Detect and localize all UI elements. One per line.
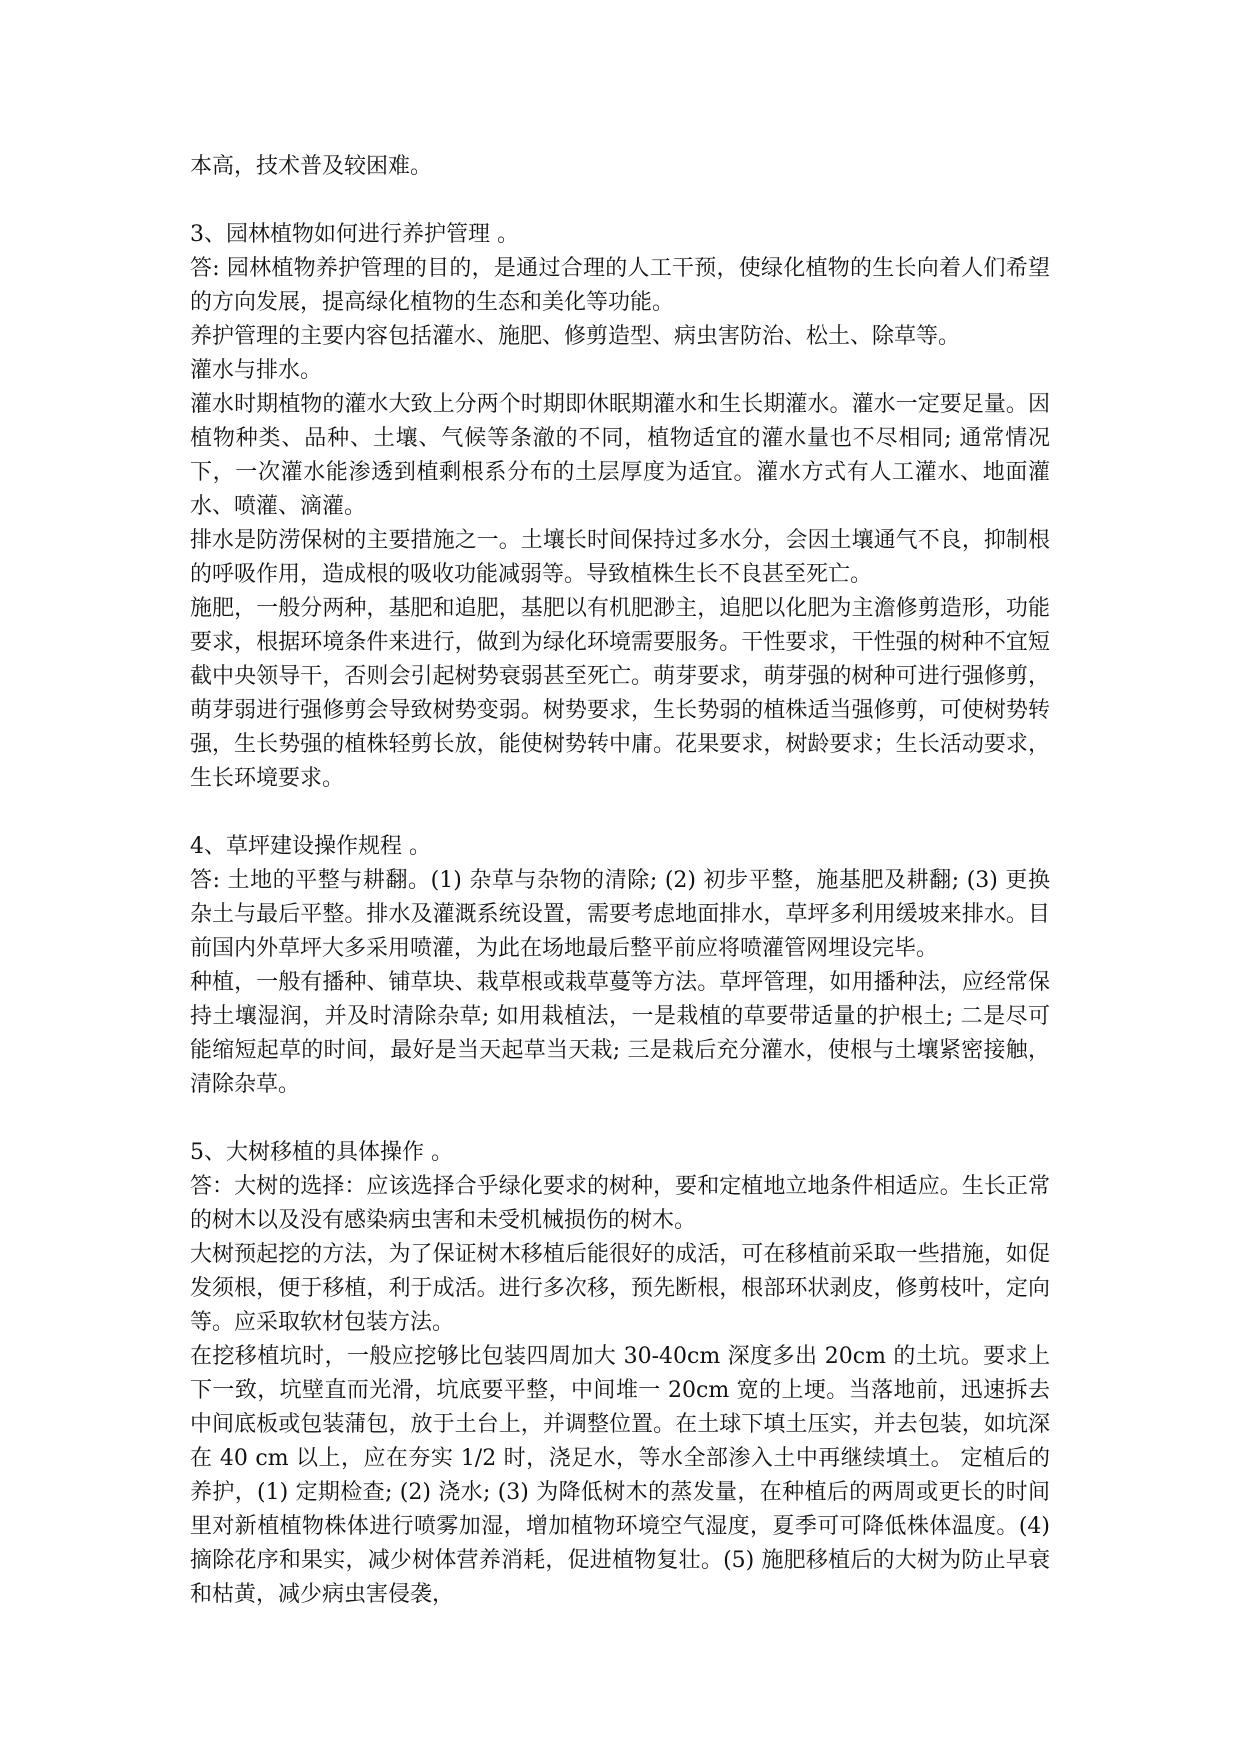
section-5-heading: 5、大树移植的具体操作 。 (190, 1140, 453, 1165)
section-4-heading: 4、草坪建设操作规程 。 (190, 834, 431, 859)
paragraph-gap (190, 184, 1050, 218)
section-3-irrigation: 灌水时期植物的灌水大致上分两个时期即休眠期灌水和生长期灌水。灌水一定要足量。因植物种类、品种、土壤、气候等条澈的不同，植物适宜的灌水量也不尽相同; 通常情况下，一次灌水能渗透到植剩根系分布的土层厚度为适宜。灌水方式有人工灌水、地面灌水、喷灌、滴灌。 (190, 392, 1050, 519)
section-3-fertilize: 施肥，一般分两种，基肥和追肥，基肥以有机肥渺主，追肥以化肥为主澹修剪造形，功能要求，根据环境条件来进行，做到为绿化环境需要服务。干性要求，干性强的树种不宜短截中央领导干，否则会引起树势衰弱甚至死亡。萌芽要求，萌芽强的树种可进行强修剪，萌芽弱进行强修剪会导致树势变弱。树势要求，生长势弱的植株适当强修剪，可使树势转强，生长势强的植株轻剪长放，能使树势转中庸。花果要求，树龄要求；生长活动要求，生长环境要求。 (190, 596, 1050, 791)
section-3-answer: 答: 园林植物养护管理的目的，是通过合理的人工干预，使绿化植物的生长向着人们希望的方向发展，提高绿化植物的生态和美化等功能。 (190, 256, 1050, 315)
section-5-pre-dig: 大树预起挖的方法，为了保证树木移植后能很好的成活，可在移植前采取一些措施，如促发须根，便于移植，利于成活。进行多次移，预先断根，根部环状剥皮，修剪枝叶，定向等。应采取软材包装方法。 (190, 1242, 1050, 1335)
section-5-pit: 在挖移植坑时，一般应挖够比包装四周加大 30-40cm 深度多出 20cm 的土坑。要求上下一致，坑壁直而光滑，坑底要平整，中间堆一 20cm 宽的上埂。当落地前，迅速拆去中间底板或包装蒲包，放于土台上，并调整位置。在土球下填土压实，并去包装，如坑深在 40 cm 以上，应在夯实 1/2 时，浇足水，等水全部渗入土中再继续填土。 定植后的养护，(1) 定期检查; (2) 浇水; (3) 为降低树木的蒸发量，在种植后的两周或更长的时间里对新植植物株体进行喷雾加湿，增加植物环境空气湿度，夏季可可降低株体温度。(4) 摘除花序和果实，减少树体营养消耗，促进植物复壮。(5) 施肥移植后的大树为防止早衰和枯黄，减少病虫害侵袭， (190, 1344, 1050, 1607)
section-3-drainage: 排水是防涝保树的主要措施之一。土壤长时间保持过多水分，会因土壤通气不良，抑制根的呼吸作用，造成根的吸收功能减弱等。导致植株生长不良甚至死亡。 (190, 528, 1050, 587)
paragraph-gap (190, 796, 1050, 830)
section-4-planting: 种植，一般有播种、铺草块、栽草根或栽草蔓等方法。草坪管理，如用播种法，应经常保持土壤湿润，并及时清除杂草; 如用栽植法，一是栽植的草要带适量的护根土; 二是尽可能缩短起草的时间，最好是当天起草当天栽; 三是栽后充分灌水，使根与土壤紧密接触，清除杂草。 (190, 970, 1050, 1097)
paragraph-gap (190, 1102, 1050, 1136)
section-3-content: 养护管理的主要内容包括灌水、施肥、修剪造型、病虫害防治、松土、除草等。 (190, 324, 961, 349)
section-3-subheading-water: 灌水与排水。 (190, 358, 323, 383)
section-5-answer: 答：大树的选择：应该选择合乎绿化要求的树种，要和定植地立地条件相适应。生长正常的树木以及没有感染病虫害和未受机械损伤的树木。 (190, 1174, 1050, 1233)
intro-line: 本高，技术普及较困难。 (190, 154, 433, 179)
section-3-heading: 3、园林植物如何进行养护管理 。 (190, 222, 519, 247)
section-4-answer: 答: 土地的平整与耕翻。(1) 杂草与杂物的清除; (2) 初步平整，施基肥及耕翻; (3) 更换杂土与最后平整。排水及灌溉系统设置，需要考虑地面排水，草坪多利用缓坡来排水。目前国内外草坪大多采用喷灌，为此在场地最后整平前应将喷灌管网埋设完毕。 (190, 868, 1050, 961)
document-page (190, 150, 1050, 1612)
